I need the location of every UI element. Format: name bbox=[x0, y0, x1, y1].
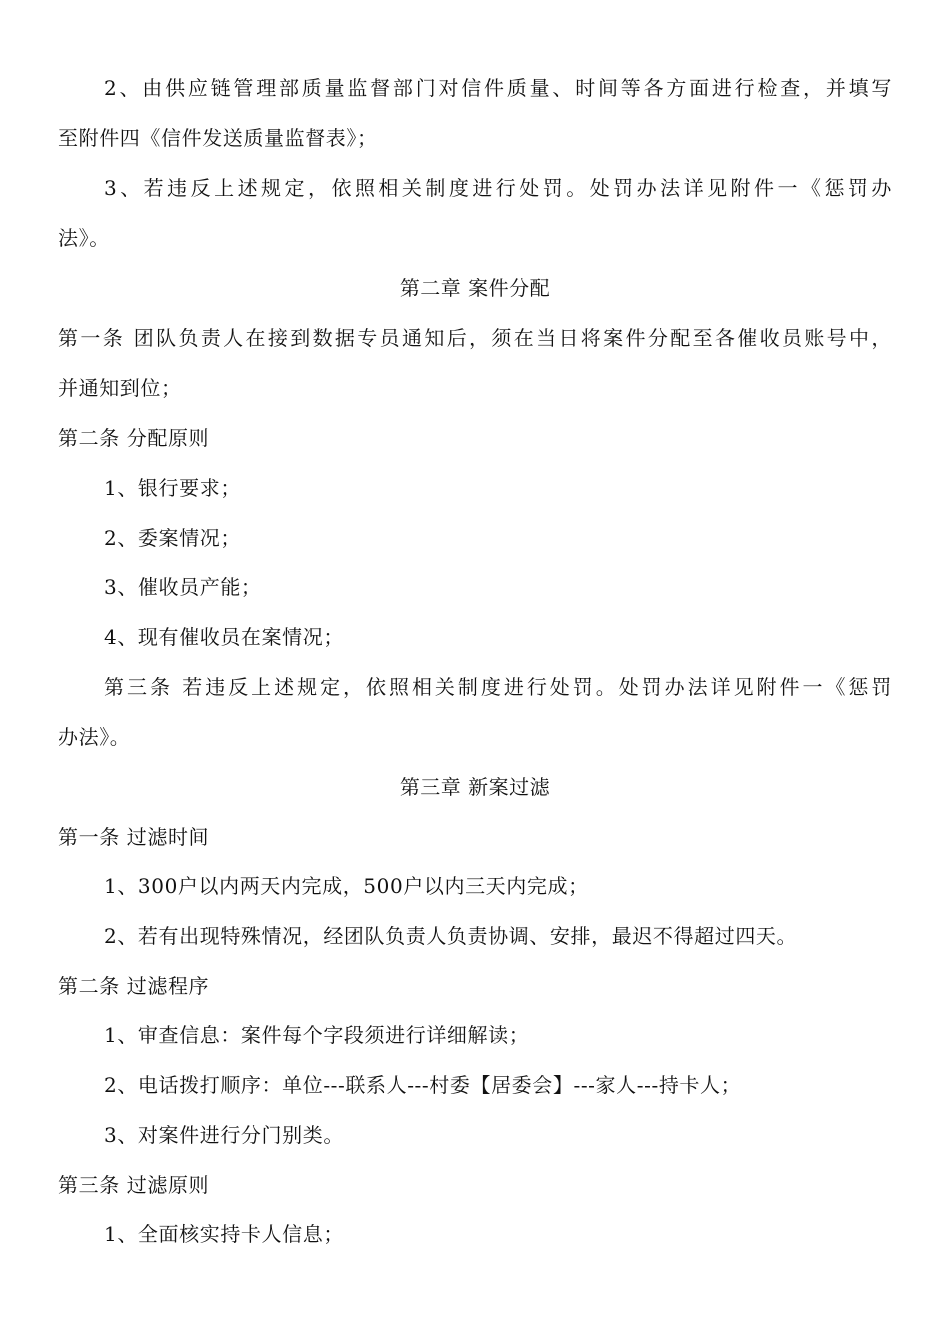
list-item: 2、委案情况； bbox=[104, 526, 241, 550]
list-item: 2、电话拨打顺序：单位---联系人---村委【居委会】---家人---持卡人； bbox=[104, 1073, 742, 1097]
list-item: 1、银行要求； bbox=[104, 476, 241, 500]
list-item: 1、全面核实持卡人信息； bbox=[104, 1222, 344, 1246]
paragraph-line: 2、由供应链管理部质量监督部门对信件质量、时间等各方面进行检查，并填写 bbox=[104, 76, 892, 100]
list-item: 4、现有催收员在案情况； bbox=[104, 625, 344, 649]
paragraph-line: 3、若违反上述规定，依照相关制度进行处罚。处罚办法详见附件一《惩罚办 bbox=[104, 176, 892, 200]
list-item: 2、若有出现特殊情况，经团队负责人负责协调、安排，最迟不得超过四天。 bbox=[104, 924, 798, 948]
article-line: 第三条 若违反上述规定，依照相关制度进行处罚。处罚办法详见附件一《惩罚 bbox=[104, 675, 892, 699]
paragraph-line: 办法》。 bbox=[58, 725, 131, 749]
paragraph-line: 至附件四《信件发送质量监督表》； bbox=[58, 126, 378, 150]
list-item: 1、300户以内两天内完成，500户以内三天内完成； bbox=[104, 874, 589, 898]
article-heading: 第三条 过滤原则 bbox=[58, 1173, 210, 1197]
list-item: 3、对案件进行分门别类。 bbox=[104, 1123, 344, 1147]
chapter-heading: 第三章 新案过滤 bbox=[399, 775, 551, 799]
list-item: 1、审查信息：案件每个字段须进行详细解读； bbox=[104, 1023, 530, 1047]
chapter-heading: 第二章 案件分配 bbox=[399, 276, 551, 300]
article-heading: 第二条 分配原则 bbox=[58, 426, 210, 450]
list-item: 3、催收员产能； bbox=[104, 575, 262, 599]
article-line: 第一条 团队负责人在接到数据专员通知后，须在当日将案件分配至各催收员账号中， bbox=[58, 326, 892, 350]
paragraph-line: 法》。 bbox=[58, 226, 110, 250]
paragraph-line: 并通知到位； bbox=[58, 376, 182, 400]
article-heading: 第一条 过滤时间 bbox=[58, 825, 210, 849]
article-heading: 第二条 过滤程序 bbox=[58, 974, 210, 998]
